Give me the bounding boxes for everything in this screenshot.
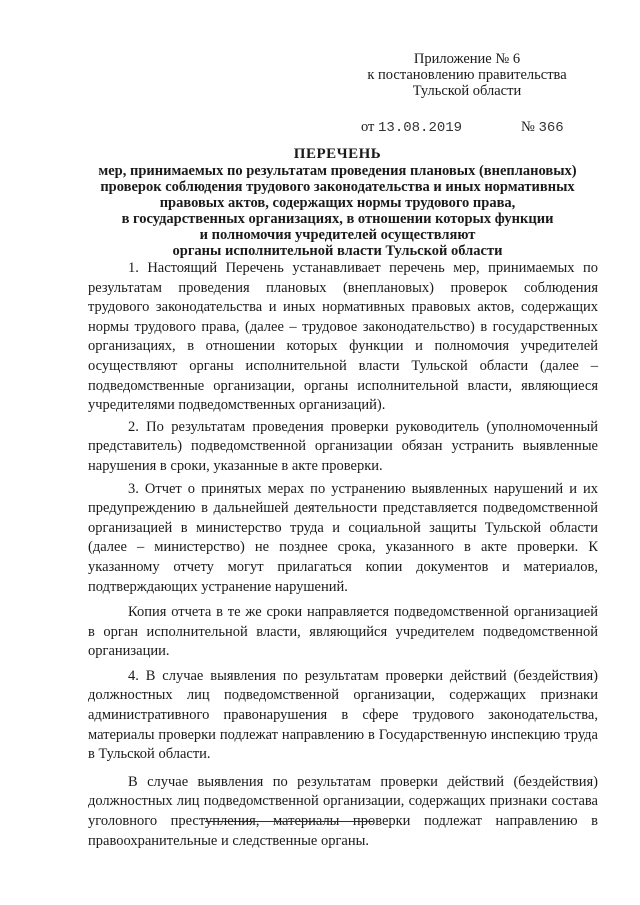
appendix-region: Тульской области — [412, 83, 522, 99]
title-line: органы исполнительной власти Тульской области — [172, 243, 503, 259]
appendix-reference: к постановлению правительства — [367, 67, 567, 83]
decree-number: 366 — [538, 120, 564, 136]
paragraph-4-criminal: В случае выявления по результатам проверки действий (бездействия) должностных лиц подведомственной организации, содержащих признаки состава уголовного преступления, материалы проверки подлежат направлению в правоохранительные и следственные органы. — [88, 773, 598, 849]
closing-divider — [205, 821, 373, 822]
appendix-number: Приложение № 6 — [413, 51, 521, 67]
paragraph-1: 1. Настоящий Перечень устанавливает перечень мер, принимаемых по результатам проведения плановых (внеплановых) проверок соблюдения трудового законодательства и иных нормативных правовых актов, содержащих нормы трудового права, (далее – трудовое законодательство) в государственных организациях, в отношении которых функции и полномочия учредителей осуществляют органы исполнительной власти Тульской области (далее – подведомственные организации, органы исполнительной власти, являющиеся учредителями подведомственных организаций). — [88, 260, 598, 414]
title-line: правовых актов, содержащих нормы трудового права, — [159, 195, 516, 211]
document-body — [88, 259, 598, 851]
title-line: проверок соблюдения трудового законодательства и иных нормативных — [100, 179, 575, 195]
paragraph-4: 4. В случае выявления по результатам проверки действий (бездействия) должностных лиц подведомственной организации, содержащих признаки административного правонарушения в сфере трудового законодательства, материалы проверки подлежат направлению в Государственную инспекцию труда в Тульской области. — [88, 667, 598, 763]
paragraph-2: 2. По результатам проведения проверки руководитель (уполномоченный представитель) подведомственной организации обязан устранить выявленные нарушения в сроки, указанные в акте проверки. — [88, 418, 598, 474]
title-line: в государственных организациях, в отношении которых функции — [121, 211, 554, 227]
decree-number-line — [521, 119, 564, 136]
date-prefix: от — [361, 119, 375, 135]
decree-date: 13.08.2019 — [378, 120, 463, 136]
title-heading: ПЕРЕЧЕНЬ — [293, 146, 382, 162]
paragraph-3-copy: Копия отчета в те же сроки направляется подведомственной организацией в орган исполнительной власти, являющийся учредителем подведомственной организации. — [88, 604, 598, 660]
appendix-header — [352, 51, 582, 99]
document-title — [70, 146, 605, 259]
title-line: мер, принимаемых по результатам проведения плановых (внеплановых) — [98, 163, 577, 179]
number-prefix: № — [521, 119, 535, 135]
decree-date-line — [361, 119, 462, 136]
title-line: и полномочия учредителей осуществляют — [199, 227, 476, 243]
paragraph-3: 3. Отчет о принятых мерах по устранению выявленных нарушений и их предупреждению в дальнейшей деятельности представляется подведомственной организацией в министерство труда и социальной защиты Тульской области (далее – министерство) не позднее срока, указанного в акте проверки. К указанному отчету могут прилагаться копии документов и материалов, подтверждающих устранение нарушений. — [88, 480, 598, 595]
